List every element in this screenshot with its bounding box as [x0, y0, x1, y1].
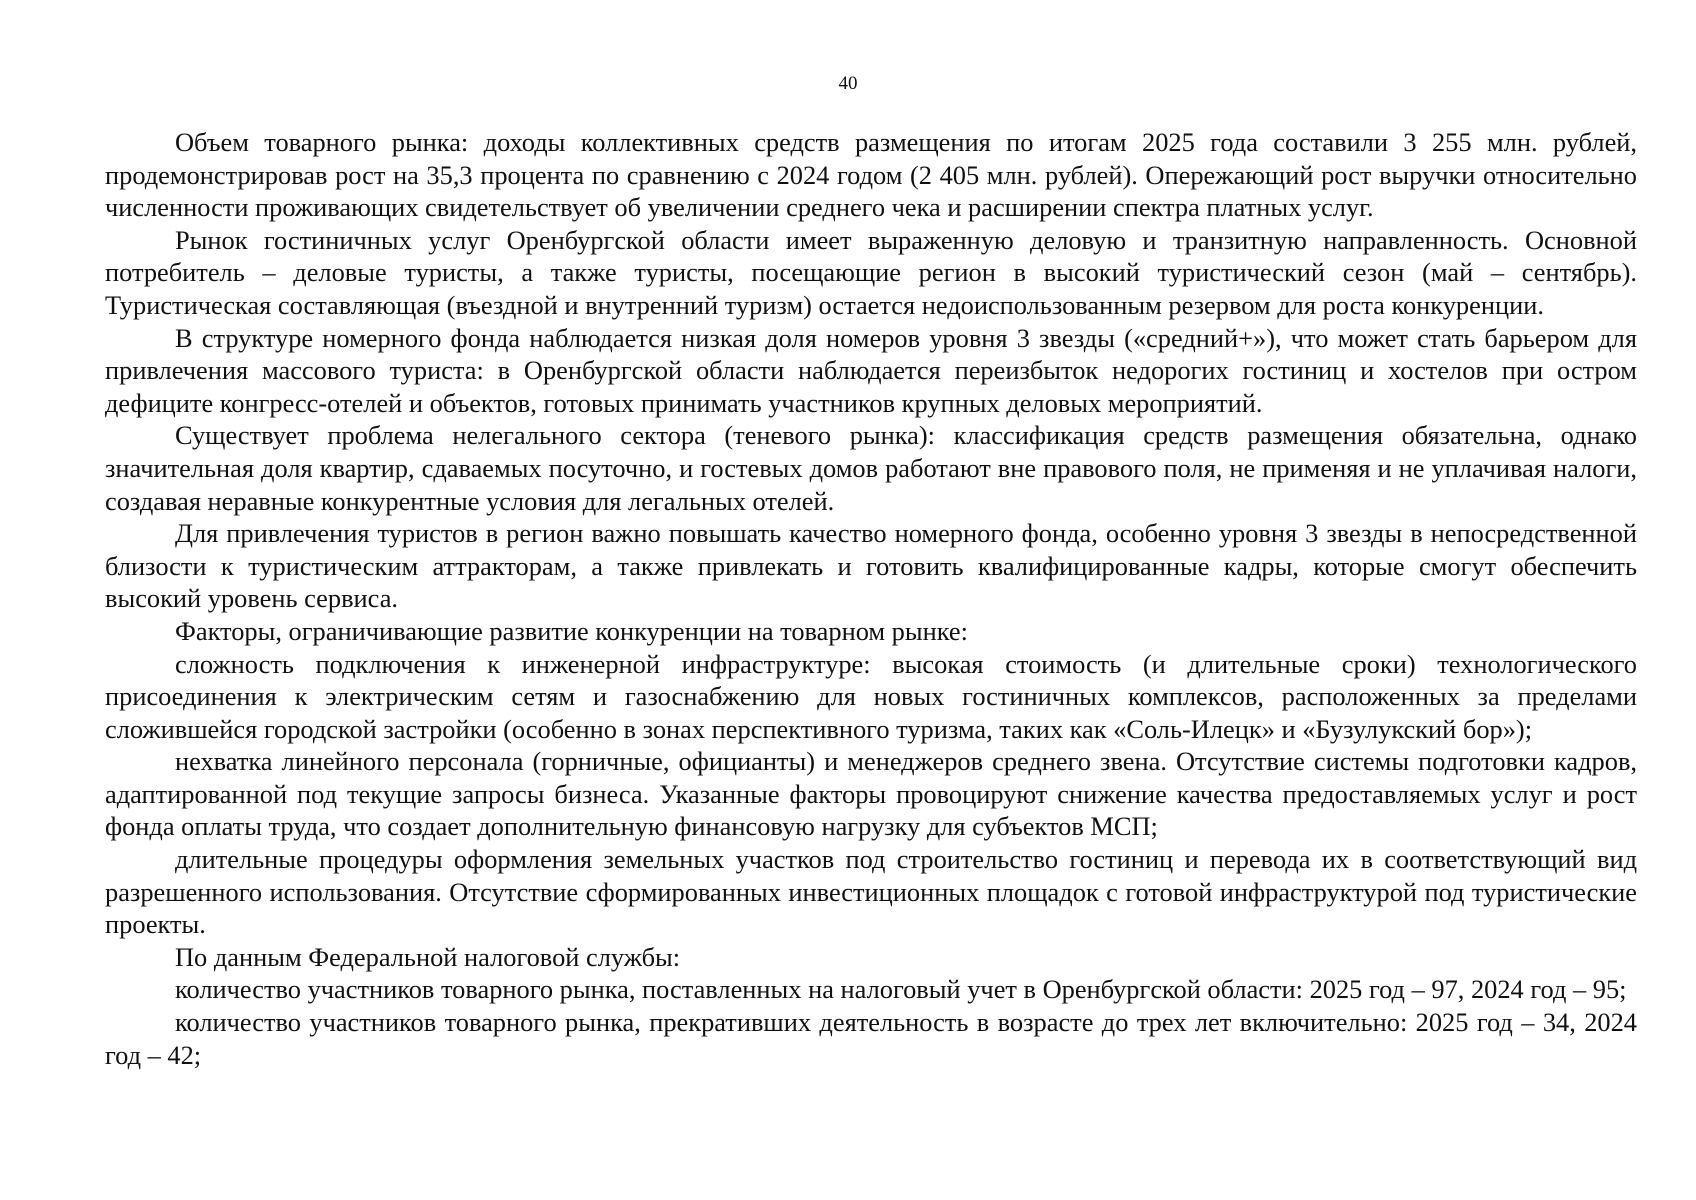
paragraph-shadow-market: Существует проблема нелегального сектора (теневого рынка): классификация средств размещения обязательна, однако значительная доля квартир, сдаваемых посуточно, и гостевых домов работают вне правового поля, не применяя и не уплачивая налоги, создавая неравные конкурентные условия для легальных отелей.	[105, 420, 1637, 516]
paragraph-attracting-tourists: Для привлечения туристов в регион важно повышать качество номерного фонда, особенно уровня 3 звезды в непосредственной близости к туристическим аттракторам, а также привлекать и готовить квалифицированные кадры, которые смогут обеспечить высокий уровень сервиса.	[105, 518, 1637, 614]
paragraph-fns-registered: количество участников товарного рынка, поставленных на налоговый учет в Оренбургской области: 2025 год – 97, 2024 год – 95;	[175, 974, 1627, 1005]
paragraph-hotel-market: Рынок гостиничных услуг Оренбургской области имеет выраженную деловую и транзитную направленность. Основной потребитель – деловые туристы, а также туристы, посещающие регион в высокий туристический сезон (май – сентябрь). Туристическая составляющая (въездной и внутренний туризм) остается недоиспользованным резервом для роста конкуренции.	[105, 224, 1637, 320]
paragraph-factor-staff: нехватка линейного персонала (горничные, официанты) и менеджеров среднего звена. Отсутствие системы подготовки кадров, адаптированной под текущие запросы бизнеса. Указанные факторы провоцируют снижение качества предоставляемых услуг и рост фонда оплаты труда, что создает дополнительную финансовую нагрузку для субъектов МСП;	[105, 746, 1637, 842]
paragraph-limiting-factors-heading: Факторы, ограничивающие развитие конкуренции на товарном рынке:	[175, 615, 968, 646]
paragraph-factor-land: длительные процедуры оформления земельных участков под строительство гостиниц и перевода их в соответствующий вид разрешенного использования. Отсутствие сформированных инвестиционных площадок с готовой инфраструктурой под туристические проекты.	[105, 844, 1637, 940]
paragraph-factor-infrastructure: сложность подключения к инженерной инфраструктуре: высокая стоимость (и длительные сроки) технологического присоединения к электрическим сетям и газоснабжению для новых гостиничных комплексов, расположенных за пределами сложившейся городской застройки (особенно в зонах перспективного туризма, таких как «Соль-Илецк» и «Бузулукский бор»);	[105, 648, 1637, 744]
document-body	[105, 126, 1637, 1071]
paragraph-market-volume: Объем товарного рынка: доходы коллективных средств размещения по итогам 2025 года составили 3 255 млн. рублей, продемонстрировав рост на 35,3 процента по сравнению с 2024 годом (2 405 млн. рублей). Опережающий рост выручки относительно численности проживающих свидетельствует об увеличении среднего чека и расширении спектра платных услуг.	[105, 127, 1637, 223]
page-number: 40	[838, 73, 858, 94]
paragraph-room-structure: В структуре номерного фонда наблюдается низкая доля номеров уровня 3 звезды («средний+»), что может стать барьером для привлечения массового туриста: в Оренбургской области наблюдается переизбыток недорогих гостиниц и хостелов при остром дефиците конгресс-отелей и объектов, готовых принимать участников крупных деловых мероприятий.	[105, 322, 1637, 418]
paragraph-fns-heading: По данным Федеральной налоговой службы:	[175, 941, 681, 972]
paragraph-fns-terminated: количество участников товарного рынка, прекративших деятельность в возрасте до трех лет включительно: 2025 год – 34, 2024 год – 42;	[105, 1007, 1637, 1070]
